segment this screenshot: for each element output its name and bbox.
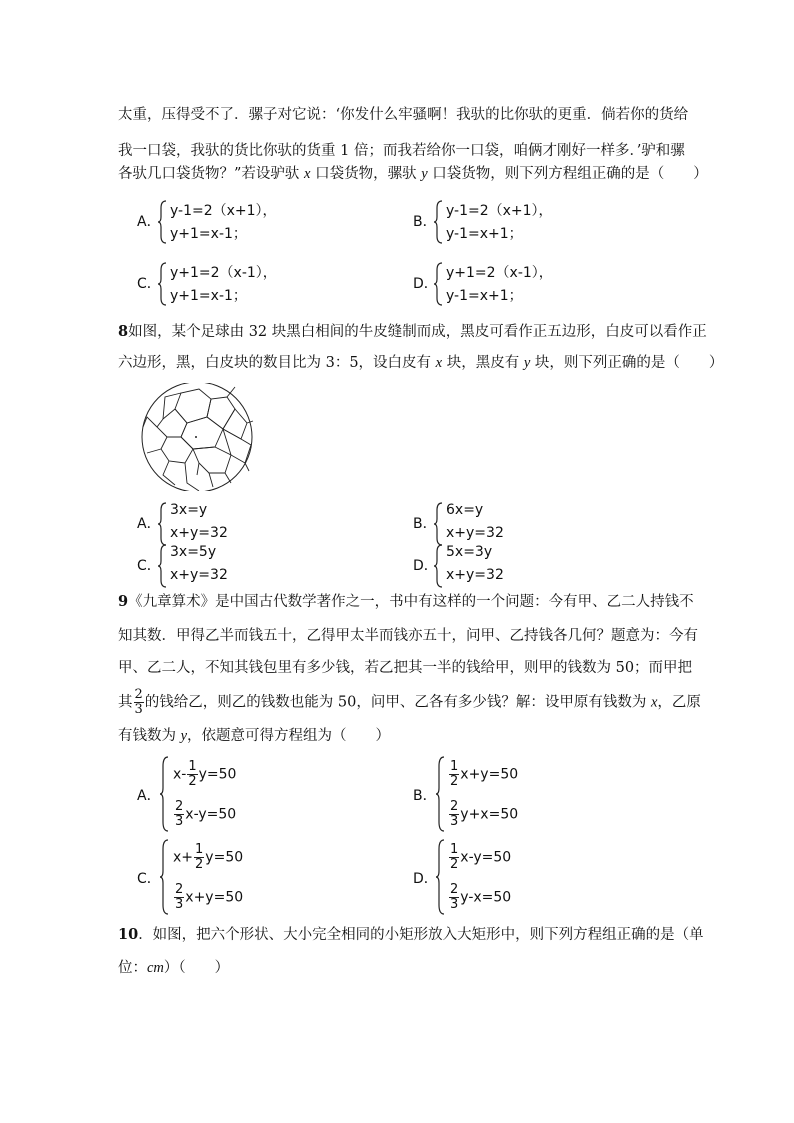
soccer-ball-figure xyxy=(135,383,259,491)
q7-line-1: 太重，压得受不了．骡子对它说：‘你发什么牢骚啊！我驮的比你驮的更重．倘若你的货给 xyxy=(118,107,689,123)
q10-line-1: 10．如图，把六个形状、大小完全相同的小矩形放入大矩形中，则下列方程组正确的是（单 xyxy=(118,926,704,943)
q10-line-2: 位：cm）（ ） xyxy=(118,960,230,976)
brace-icon xyxy=(158,200,168,244)
q7-line-2: 我一口袋，我驮的货比你驮的货重 1 倍；而我若给你一口袋，咱俩才刚好一样多．’驴和骡 xyxy=(118,143,685,159)
brace-icon xyxy=(158,544,168,588)
brace-icon xyxy=(160,839,170,915)
brace-icon xyxy=(158,262,168,306)
q7-line-3: 各驮几口袋货物？”若设驴驮 x 口袋货物，骡驮 y 口袋货物，则下列方程组正确的是（ ） xyxy=(118,166,708,182)
q9-line-2: 知其数．甲得乙半而钱五十，乙得甲太半而钱亦五十，问甲、乙持钱各几何？题意为：今有 xyxy=(118,628,698,644)
brace-icon xyxy=(436,756,446,832)
brace-icon xyxy=(434,262,444,306)
brace-icon xyxy=(434,544,444,588)
brace-icon xyxy=(160,756,170,832)
q9-line-1: 9《九章算术》是中国古代数学著作之一，书中有这样的一个问题：今有甲、乙二人持钱不 xyxy=(118,593,694,610)
brace-icon xyxy=(434,502,444,546)
q9-line-3: 甲、乙二人，不知其钱包里有多少钱，若乙把其一半的钱给甲，则甲的钱数为 50；而甲把 xyxy=(118,660,693,676)
q9-line-4: 其 $\frac{2}{3}$ 的钱给乙，则乙的钱数也能为 50，问甲、乙各有多少钱？解：设甲原有钱数为 x，乙原 xyxy=(118,687,701,717)
brace-icon xyxy=(158,502,168,546)
q9-line-5: 有钱数为 y，依题意可得方程组为（ ） xyxy=(118,728,391,744)
brace-icon xyxy=(434,200,444,244)
q8-line-1: 8如图，某个足球由 32 块黑白相间的牛皮缝制而成，黑皮可看作正五边形，白皮可以看作正 xyxy=(118,323,707,340)
brace-icon xyxy=(436,839,446,915)
q8-line-2: 六边形，黑，白皮块的数目比为 3：5，设白皮有 x 块，黑皮有 y 块，则下列正确的是（ ） xyxy=(118,355,724,371)
fraction: $\frac{2}{3}$ xyxy=(134,687,143,717)
